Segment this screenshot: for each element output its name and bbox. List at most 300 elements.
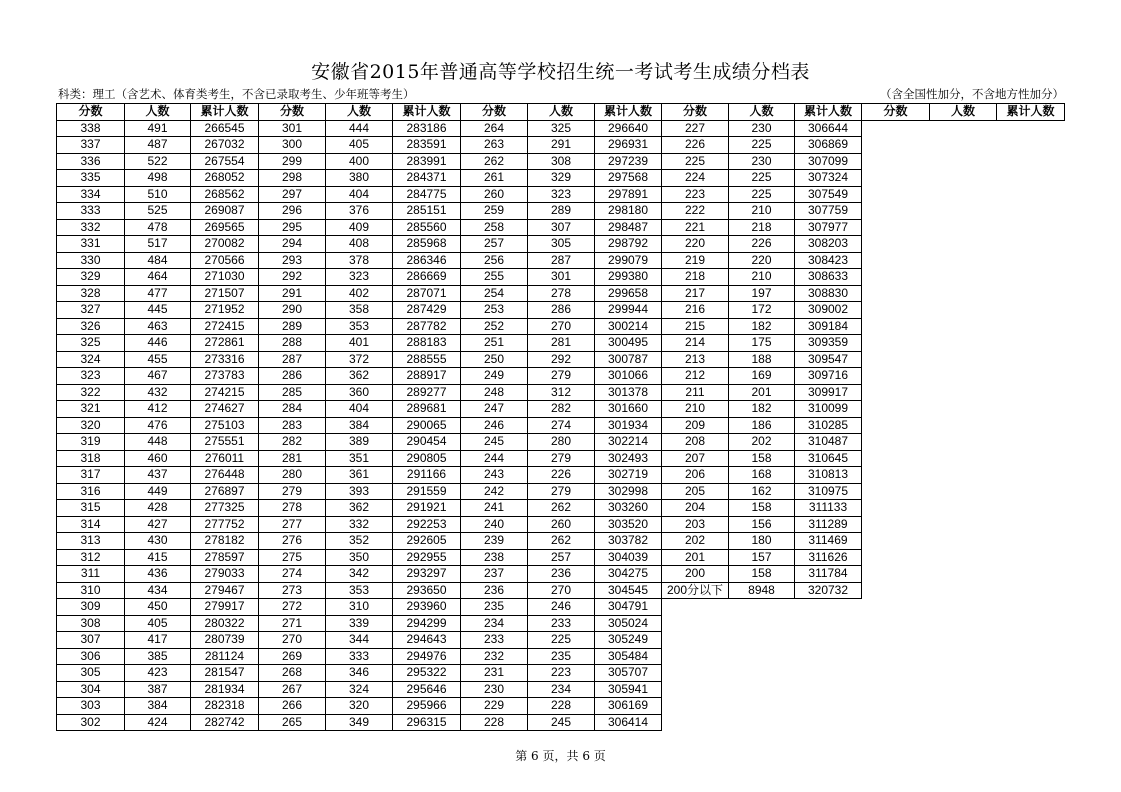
cumulative-cell: 286346 <box>393 252 461 269</box>
cumulative-cell: 297568 <box>595 170 662 187</box>
table-row <box>57 582 1065 599</box>
count-cell: 210 <box>729 203 795 220</box>
cumulative-cell: 309359 <box>795 335 862 352</box>
cumulative-cell: 306414 <box>595 714 662 731</box>
table-row <box>57 120 1065 137</box>
empty-cell <box>997 153 1065 170</box>
empty-cell <box>862 483 930 500</box>
cumulative-cell: 308423 <box>795 252 862 269</box>
count-cell: 404 <box>326 186 393 203</box>
empty-cell <box>997 285 1065 302</box>
cumulative-cell: 310813 <box>795 467 862 484</box>
score-cell: 236 <box>461 582 528 599</box>
score-cell: 220 <box>662 236 729 253</box>
cumulative-cell: 308203 <box>795 236 862 253</box>
count-cell: 476 <box>125 417 191 434</box>
count-cell: 332 <box>326 516 393 533</box>
score-cell: 251 <box>461 335 528 352</box>
count-cell: 353 <box>326 582 393 599</box>
score-cell: 253 <box>461 302 528 319</box>
count-cell: 236 <box>528 566 595 583</box>
cumulative-cell: 309547 <box>795 351 862 368</box>
count-cell: 233 <box>528 615 595 632</box>
score-cell: 205 <box>662 483 729 500</box>
cumulative-cell: 311469 <box>795 533 862 550</box>
count-cell: 228 <box>528 698 595 715</box>
empty-cell <box>862 549 930 566</box>
score-cell: 211 <box>662 384 729 401</box>
score-cell: 308 <box>57 615 125 632</box>
count-cell: 427 <box>125 516 191 533</box>
cumulative-cell: 285151 <box>393 203 461 220</box>
cumulative-cell: 271507 <box>191 285 259 302</box>
empty-cell <box>930 566 997 583</box>
cumulative-cell: 302214 <box>595 434 662 451</box>
cumulative-cell: 297891 <box>595 186 662 203</box>
count-cell: 478 <box>125 219 191 236</box>
cumulative-cell: 301660 <box>595 401 662 418</box>
column-header: 累计人数 <box>191 104 259 121</box>
column-header: 分数 <box>259 104 326 121</box>
count-cell: 360 <box>326 384 393 401</box>
count-cell: 225 <box>729 170 795 187</box>
table-row <box>57 533 1065 550</box>
score-cell: 257 <box>461 236 528 253</box>
score-cell: 276 <box>259 533 326 550</box>
count-cell: 498 <box>125 170 191 187</box>
score-cell: 268 <box>259 665 326 682</box>
cumulative-cell: 289681 <box>393 401 461 418</box>
empty-cell <box>930 269 997 286</box>
count-cell: 201 <box>729 384 795 401</box>
count-cell: 246 <box>528 599 595 616</box>
count-cell: 378 <box>326 252 393 269</box>
column-header: 累计人数 <box>393 104 461 121</box>
count-cell: 402 <box>326 285 393 302</box>
cumulative-cell: 296315 <box>393 714 461 731</box>
cumulative-cell: 308633 <box>795 269 862 286</box>
empty-cell <box>930 615 997 632</box>
empty-cell <box>930 516 997 533</box>
cumulative-cell: 271030 <box>191 269 259 286</box>
count-cell: 257 <box>528 549 595 566</box>
score-cell: 314 <box>57 516 125 533</box>
empty-cell <box>862 450 930 467</box>
empty-cell <box>997 681 1065 698</box>
empty-cell <box>997 599 1065 616</box>
count-cell: 415 <box>125 549 191 566</box>
count-cell: 225 <box>729 186 795 203</box>
cumulative-cell: 295646 <box>393 681 461 698</box>
count-cell: 324 <box>326 681 393 698</box>
table-row <box>57 417 1065 434</box>
column-header: 人数 <box>326 104 393 121</box>
table-row <box>57 500 1065 517</box>
cumulative-cell: 296640 <box>595 120 662 137</box>
cumulative-cell: 292253 <box>393 516 461 533</box>
empty-cell <box>997 368 1065 385</box>
count-cell: 372 <box>326 351 393 368</box>
cumulative-cell: 299380 <box>595 269 662 286</box>
empty-cell <box>862 401 930 418</box>
empty-cell <box>862 318 930 335</box>
score-cell: 247 <box>461 401 528 418</box>
score-cell: 330 <box>57 252 125 269</box>
score-cell: 327 <box>57 302 125 319</box>
count-cell: 308 <box>528 153 595 170</box>
column-header: 人数 <box>930 104 997 121</box>
score-cell: 204 <box>662 500 729 517</box>
empty-cell <box>930 417 997 434</box>
score-cell: 248 <box>461 384 528 401</box>
score-cell: 336 <box>57 153 125 170</box>
count-cell: 460 <box>125 450 191 467</box>
empty-cell <box>930 582 997 599</box>
cumulative-cell: 295322 <box>393 665 461 682</box>
cumulative-cell: 292955 <box>393 549 461 566</box>
empty-cell <box>930 335 997 352</box>
table-row <box>57 170 1065 187</box>
cumulative-cell: 280739 <box>191 632 259 649</box>
empty-cell <box>729 599 795 616</box>
count-cell: 8948 <box>729 582 795 599</box>
count-cell: 279 <box>528 450 595 467</box>
empty-cell <box>997 467 1065 484</box>
empty-cell <box>997 615 1065 632</box>
count-cell: 385 <box>125 648 191 665</box>
cumulative-cell: 271952 <box>191 302 259 319</box>
table-row <box>57 351 1065 368</box>
count-cell: 405 <box>125 615 191 632</box>
score-cell: 234 <box>461 615 528 632</box>
count-cell: 289 <box>528 203 595 220</box>
count-cell: 417 <box>125 632 191 649</box>
score-cell: 301 <box>259 120 326 137</box>
cumulative-cell: 320732 <box>795 582 862 599</box>
table-row <box>57 665 1065 682</box>
cumulative-cell: 293650 <box>393 582 461 599</box>
count-cell: 225 <box>528 632 595 649</box>
cumulative-cell: 281124 <box>191 648 259 665</box>
empty-cell <box>930 599 997 616</box>
score-cell: 313 <box>57 533 125 550</box>
count-cell: 180 <box>729 533 795 550</box>
count-cell: 282 <box>528 401 595 418</box>
empty-cell <box>930 302 997 319</box>
cumulative-cell: 287071 <box>393 285 461 302</box>
count-cell: 434 <box>125 582 191 599</box>
score-cell: 264 <box>461 120 528 137</box>
count-cell: 175 <box>729 335 795 352</box>
score-cell: 260 <box>461 186 528 203</box>
table-row <box>57 467 1065 484</box>
count-cell: 225 <box>729 137 795 154</box>
empty-cell <box>862 335 930 352</box>
score-cell: 338 <box>57 120 125 137</box>
score-cell: 282 <box>259 434 326 451</box>
empty-cell <box>997 269 1065 286</box>
cumulative-cell: 307549 <box>795 186 862 203</box>
count-cell: 510 <box>125 186 191 203</box>
score-cell: 274 <box>259 566 326 583</box>
score-cell: 312 <box>57 549 125 566</box>
cumulative-cell: 301934 <box>595 417 662 434</box>
cumulative-cell: 300787 <box>595 351 662 368</box>
table-row <box>57 335 1065 352</box>
table-row <box>57 219 1065 236</box>
cumulative-cell: 291166 <box>393 467 461 484</box>
score-cell: 246 <box>461 417 528 434</box>
count-cell: 409 <box>326 219 393 236</box>
count-cell: 262 <box>528 533 595 550</box>
score-cell: 216 <box>662 302 729 319</box>
count-cell: 320 <box>326 698 393 715</box>
table-header-row <box>57 104 1065 121</box>
cumulative-cell: 307324 <box>795 170 862 187</box>
cumulative-cell: 287429 <box>393 302 461 319</box>
count-cell: 230 <box>729 120 795 137</box>
count-cell: 404 <box>326 401 393 418</box>
cumulative-cell: 305484 <box>595 648 662 665</box>
table-row <box>57 714 1065 731</box>
score-cell: 289 <box>259 318 326 335</box>
cumulative-cell: 274215 <box>191 384 259 401</box>
empty-cell <box>862 566 930 583</box>
empty-cell <box>930 632 997 649</box>
cumulative-cell: 302998 <box>595 483 662 500</box>
count-cell: 218 <box>729 219 795 236</box>
count-cell: 158 <box>729 500 795 517</box>
score-cell: 223 <box>662 186 729 203</box>
count-cell: 412 <box>125 401 191 418</box>
score-cell: 222 <box>662 203 729 220</box>
score-cell: 243 <box>461 467 528 484</box>
score-cell: 250 <box>461 351 528 368</box>
cumulative-cell: 276011 <box>191 450 259 467</box>
empty-cell <box>997 648 1065 665</box>
empty-cell <box>930 467 997 484</box>
score-cell: 273 <box>259 582 326 599</box>
score-cell: 331 <box>57 236 125 253</box>
cumulative-cell: 266545 <box>191 120 259 137</box>
empty-cell <box>729 681 795 698</box>
cumulative-cell: 285968 <box>393 236 461 253</box>
score-cell: 335 <box>57 170 125 187</box>
count-cell: 350 <box>326 549 393 566</box>
table-row <box>57 681 1065 698</box>
score-cell: 305 <box>57 665 125 682</box>
cumulative-cell: 294976 <box>393 648 461 665</box>
score-cell: 212 <box>662 368 729 385</box>
score-cell: 306 <box>57 648 125 665</box>
cumulative-cell: 304791 <box>595 599 662 616</box>
empty-cell <box>997 384 1065 401</box>
cumulative-cell: 309002 <box>795 302 862 319</box>
count-cell: 172 <box>729 302 795 319</box>
score-cell: 325 <box>57 335 125 352</box>
empty-cell <box>930 252 997 269</box>
empty-cell <box>997 714 1065 731</box>
cumulative-cell: 303520 <box>595 516 662 533</box>
count-cell: 226 <box>528 467 595 484</box>
cumulative-cell: 311626 <box>795 549 862 566</box>
score-cell: 256 <box>461 252 528 269</box>
empty-cell <box>930 186 997 203</box>
count-cell: 262 <box>528 500 595 517</box>
cumulative-cell: 310487 <box>795 434 862 451</box>
cumulative-cell: 279467 <box>191 582 259 599</box>
empty-cell <box>662 648 729 665</box>
count-cell: 158 <box>729 450 795 467</box>
column-header: 累计人数 <box>997 104 1065 121</box>
empty-cell <box>662 681 729 698</box>
empty-cell <box>862 632 930 649</box>
empty-cell <box>930 681 997 698</box>
cumulative-cell: 288555 <box>393 351 461 368</box>
empty-cell <box>862 120 930 137</box>
cumulative-cell: 274627 <box>191 401 259 418</box>
score-cell: 294 <box>259 236 326 253</box>
empty-cell <box>862 599 930 616</box>
empty-cell <box>997 351 1065 368</box>
empty-cell <box>997 219 1065 236</box>
score-cell: 309 <box>57 599 125 616</box>
cumulative-cell: 299658 <box>595 285 662 302</box>
empty-cell <box>930 665 997 682</box>
empty-cell <box>862 467 930 484</box>
score-cell: 332 <box>57 219 125 236</box>
score-cell: 210 <box>662 401 729 418</box>
table-row <box>57 302 1065 319</box>
cumulative-cell: 283991 <box>393 153 461 170</box>
score-cell: 278 <box>259 500 326 517</box>
cumulative-cell: 269565 <box>191 219 259 236</box>
score-cell: 249 <box>461 368 528 385</box>
count-cell: 156 <box>729 516 795 533</box>
score-cell: 318 <box>57 450 125 467</box>
count-cell: 380 <box>326 170 393 187</box>
score-cell: 258 <box>461 219 528 236</box>
table-row <box>57 368 1065 385</box>
cumulative-cell: 308830 <box>795 285 862 302</box>
empty-cell <box>862 153 930 170</box>
empty-cell <box>930 368 997 385</box>
count-cell: 389 <box>326 434 393 451</box>
count-cell: 260 <box>528 516 595 533</box>
score-cell: 208 <box>662 434 729 451</box>
column-header: 人数 <box>528 104 595 121</box>
empty-cell <box>795 599 862 616</box>
score-cell: 218 <box>662 269 729 286</box>
score-cell: 263 <box>461 137 528 154</box>
cumulative-cell: 282318 <box>191 698 259 715</box>
count-cell: 487 <box>125 137 191 154</box>
count-cell: 210 <box>729 269 795 286</box>
cumulative-cell: 311133 <box>795 500 862 517</box>
count-cell: 230 <box>729 153 795 170</box>
cumulative-cell: 281934 <box>191 681 259 698</box>
count-cell: 162 <box>729 483 795 500</box>
count-cell: 310 <box>326 599 393 616</box>
count-cell: 270 <box>528 582 595 599</box>
table-row <box>57 599 1065 616</box>
score-cell: 200 <box>662 566 729 583</box>
score-cell: 214 <box>662 335 729 352</box>
cumulative-cell: 269087 <box>191 203 259 220</box>
count-cell: 362 <box>326 500 393 517</box>
count-cell: 352 <box>326 533 393 550</box>
empty-cell <box>795 632 862 649</box>
count-cell: 517 <box>125 236 191 253</box>
empty-cell <box>729 615 795 632</box>
cumulative-cell: 304275 <box>595 566 662 583</box>
bonus-note: （含全国性加分，不含地方性加分） <box>880 89 1064 101</box>
table-row <box>57 450 1065 467</box>
empty-cell <box>862 698 930 715</box>
score-cell: 285 <box>259 384 326 401</box>
score-cell: 238 <box>461 549 528 566</box>
score-table-container <box>56 103 1065 731</box>
empty-cell <box>862 186 930 203</box>
empty-cell <box>862 665 930 682</box>
table-row <box>57 384 1065 401</box>
score-cell: 284 <box>259 401 326 418</box>
empty-cell <box>862 252 930 269</box>
empty-cell <box>862 648 930 665</box>
cumulative-cell: 267554 <box>191 153 259 170</box>
score-cell: 241 <box>461 500 528 517</box>
empty-cell <box>997 417 1065 434</box>
empty-cell <box>862 285 930 302</box>
cumulative-cell: 300495 <box>595 335 662 352</box>
count-cell: 291 <box>528 137 595 154</box>
cumulative-cell: 309917 <box>795 384 862 401</box>
table-row <box>57 483 1065 500</box>
cumulative-cell: 283591 <box>393 137 461 154</box>
table-row <box>57 648 1065 665</box>
score-cell: 320 <box>57 417 125 434</box>
count-cell: 235 <box>528 648 595 665</box>
empty-cell <box>997 566 1065 583</box>
page-footer: 第 6 页，共 6 页 <box>515 749 606 763</box>
table-row <box>57 632 1065 649</box>
count-cell: 384 <box>326 417 393 434</box>
empty-cell <box>662 698 729 715</box>
empty-cell <box>930 483 997 500</box>
count-cell: 387 <box>125 681 191 698</box>
table-row <box>57 566 1065 583</box>
score-cell: 269 <box>259 648 326 665</box>
empty-cell <box>795 681 862 698</box>
empty-cell <box>930 236 997 253</box>
column-header: 累计人数 <box>795 104 862 121</box>
count-cell: 400 <box>326 153 393 170</box>
score-cell: 293 <box>259 252 326 269</box>
score-distribution-table <box>56 103 1065 731</box>
empty-cell <box>930 500 997 517</box>
cumulative-cell: 284371 <box>393 170 461 187</box>
count-cell: 455 <box>125 351 191 368</box>
score-cell: 237 <box>461 566 528 583</box>
cumulative-cell: 301066 <box>595 368 662 385</box>
empty-cell <box>862 714 930 731</box>
score-cell: 321 <box>57 401 125 418</box>
cumulative-cell: 299944 <box>595 302 662 319</box>
table-row <box>57 236 1065 253</box>
empty-cell <box>997 137 1065 154</box>
score-cell: 203 <box>662 516 729 533</box>
score-cell: 286 <box>259 368 326 385</box>
